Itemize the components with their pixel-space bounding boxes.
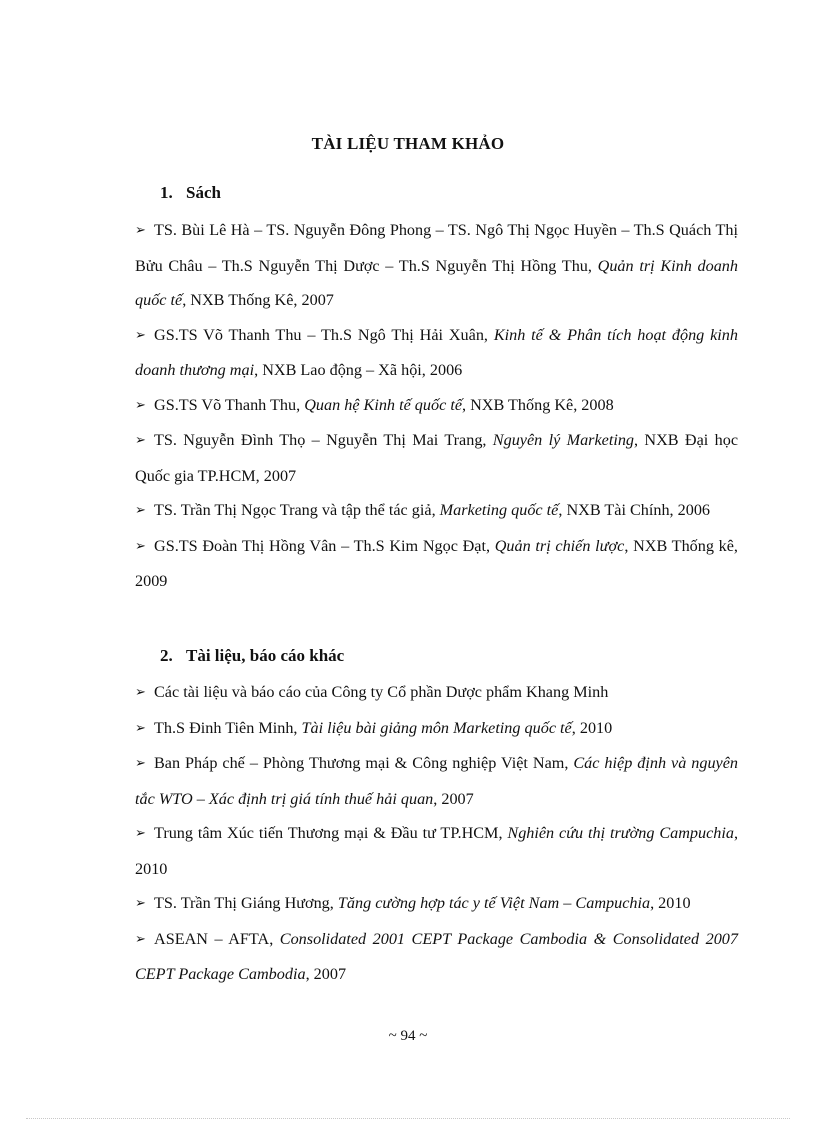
- reference-item: ➢ ASEAN – AFTA, Consolidated 2001 CEPT Package Cambodia & Consolidated 2007 CEPT Package Cambodia, 2007: [135, 922, 738, 992]
- arrow-bullet-icon: ➢: [135, 930, 146, 946]
- reference-item: ➢ Trung tâm Xúc tiến Thương mại & Đầu tư TP.HCM, Nghiên cứu thị trường Campuchia, 2010: [135, 816, 738, 886]
- section-number: 2.: [160, 646, 173, 665]
- reference-list-other: [135, 675, 738, 992]
- section-title: Tài liệu, báo cáo khác: [186, 646, 345, 665]
- arrow-bullet-icon: ➢: [135, 326, 146, 342]
- arrow-bullet-icon: ➢: [135, 755, 146, 770]
- reference-item: ➢ Th.S Đinh Tiên Minh, Tài liệu bài giảng môn Marketing quốc tế, 2010: [135, 711, 738, 747]
- arrow-bullet-icon: ➢: [135, 537, 146, 553]
- reference-item: ➢ Ban Pháp chế – Phòng Thương mại & Công nghiệp Việt Nam, Các hiệp định và nguyên tắc WTO – Xác định trị giá tính thuế hải quan, 2007: [135, 746, 738, 816]
- arrow-bullet-icon: ➢: [135, 396, 146, 412]
- section-number: 1.: [160, 183, 173, 202]
- reference-list-books: [135, 213, 738, 599]
- arrow-bullet-icon: ➢: [135, 719, 146, 735]
- page-title: TÀI LIỆU THAM KHẢO: [311, 134, 505, 153]
- arrow-bullet-icon: ➢: [135, 432, 146, 447]
- reference-item: ➢ TS. Trần Thị Ngọc Trang và tập thể tác giả, Marketing quốc tế, NXB Tài Chính, 2006: [135, 493, 738, 529]
- section-heading-other-documents: [160, 646, 344, 666]
- arrow-bullet-icon: ➢: [135, 895, 146, 910]
- arrow-bullet-icon: ➢: [135, 502, 146, 517]
- arrow-bullet-icon: ➢: [135, 222, 146, 237]
- reference-item: ➢ GS.TS Võ Thanh Thu, Quan hệ Kinh tế quốc tế, NXB Thống Kê, 2008: [135, 388, 738, 424]
- section-heading-books: [160, 183, 221, 203]
- page-bottom-divider: [26, 1118, 790, 1119]
- arrow-bullet-icon: ➢: [135, 684, 146, 699]
- reference-item: ➢ TS. Trần Thị Giáng Hương, Tăng cường hợp tác y tế Việt Nam – Campuchia, 2010: [135, 886, 738, 922]
- page-number: ~ 94 ~: [388, 1028, 428, 1044]
- reference-item: ➢ GS.TS Đoàn Thị Hồng Vân – Th.S Kim Ngọc Đạt, Quản trị chiến lược, NXB Thống kê, 2009: [135, 529, 738, 599]
- section-title: Sách: [186, 183, 221, 202]
- reference-item: ➢ TS. Nguyễn Đình Thọ – Nguyễn Thị Mai Trang, Nguyên lý Marketing, NXB Đại học Quốc gia TP.HCM, 2007: [135, 423, 738, 493]
- reference-item: ➢ GS.TS Võ Thanh Thu – Th.S Ngô Thị Hải Xuân, Kinh tế & Phân tích hoạt động kinh doanh thương mại, NXB Lao động – Xã hội, 2006: [135, 318, 738, 388]
- reference-item: ➢ TS. Bùi Lê Hà – TS. Nguyễn Đông Phong – TS. Ngô Thị Ngọc Huyền – Th.S Quách Thị Bửu Châu – Th.S Nguyễn Thị Dược – Th.S Nguyễn Thị Hồng Thu, Quản trị Kinh doanh quốc tế, NXB Thống Kê, 2007: [135, 213, 738, 318]
- arrow-bullet-icon: ➢: [135, 825, 146, 840]
- reference-item: ➢ Các tài liệu và báo cáo của Công ty Cổ phần Dược phẩm Khang Minh: [135, 675, 738, 711]
